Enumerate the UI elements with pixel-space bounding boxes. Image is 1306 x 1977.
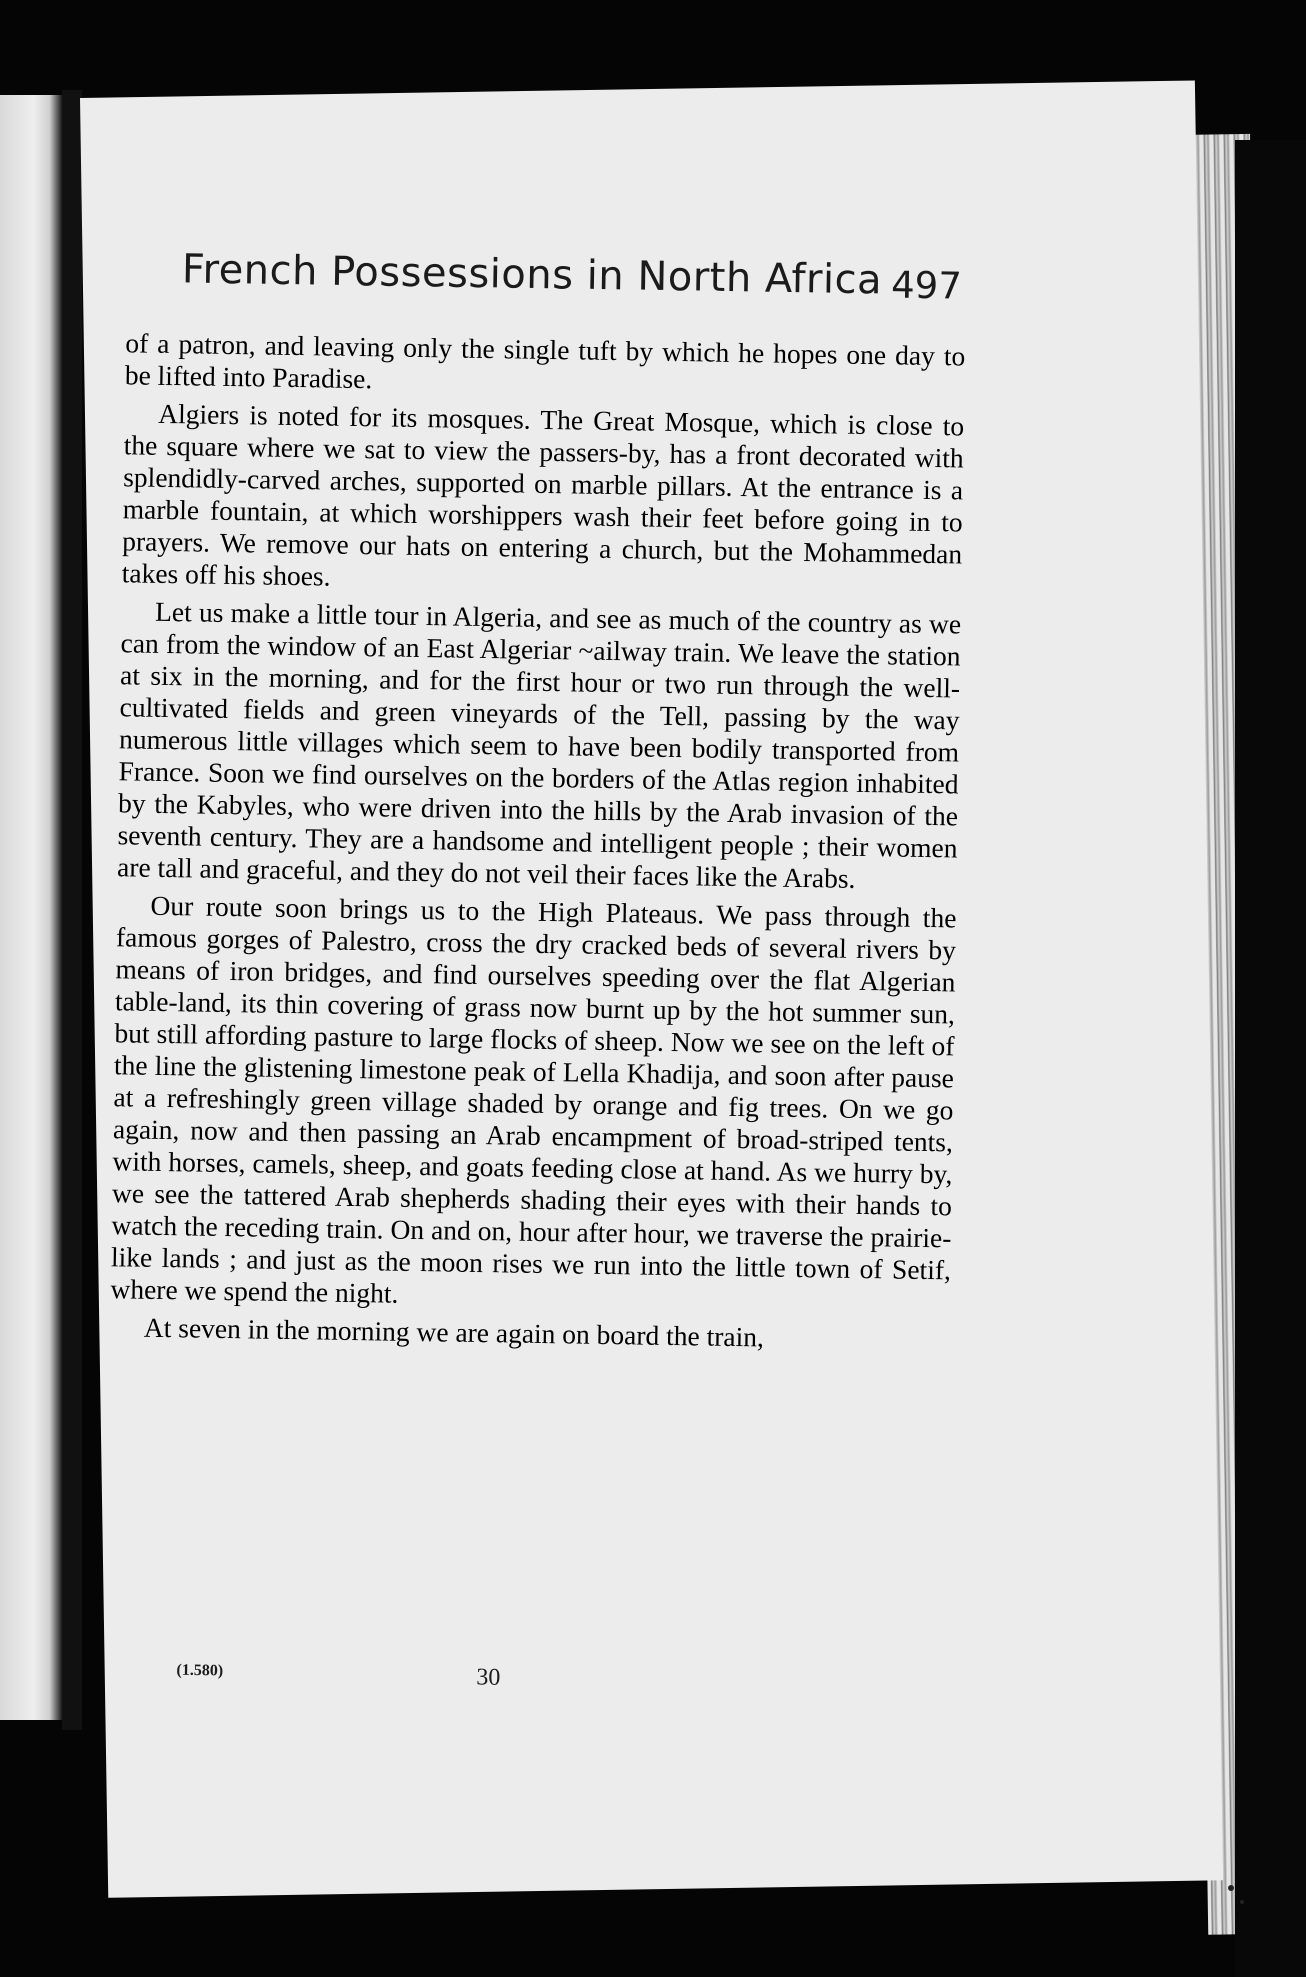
paragraph-high-plateaus: Our route soon brings us to the High Plateaus. We pass through the famous gorges of Palestro, cross the dry cracked beds of several rivers by means of iron bridges, and find ourselves speeding over the flat Algerian table-land, its thin covering of grass now burnt up by the hot summer sun, but still affording pasture to large flocks of sheep. Now we see on the left of the line the glistening limestone peak of Lella Khadija, and soon after pause at a refreshingly green village shaded by orange and fig trees. On we go again, now and then passing an Arab encampment of broad-striped tents, with horses, camels, sheep, and goats feeding close at hand. As we hurry by, we see the tattered Arab shepherds shading their eyes with their hands to watch the receding train. On and on, hour after hour, we traverse the prairie-like lands ; and just as the moon rises we run into the little town of Setif, where we spend the night. bbox=[110, 889, 957, 1309]
signature-mark: 30 bbox=[476, 1664, 501, 1691]
page-footer bbox=[176, 1662, 677, 1710]
body-text bbox=[110, 327, 966, 1362]
paragraph-morning: At seven in the morning we are again on board the train, bbox=[143, 1311, 765, 1353]
page-number: 497 bbox=[890, 263, 963, 308]
cover-edge bbox=[1235, 140, 1306, 1977]
scan-speck bbox=[1228, 1885, 1234, 1891]
left-page-edge bbox=[0, 95, 62, 1720]
paragraph-tour: Let us make a little tour in Algeria, and see as much of the country as we can from the window of an East Algeriar ~ailway train. We leave the station at six in the morning, and for the first hour or two run through the well-cultivated fields and green vineyards of the Tell, passing by the way numerous little villages which seem to have been bodily transported from France. Soon we find ourselves on the borders of the Atlas region inhabited by the Kabyles, who were driven into the hills by the Arab invasion of the seventh century. They are a handsome and intelligent people ; their women are tall and graceful, and they do not veil their faces like the Arabs. bbox=[116, 595, 962, 894]
paragraph-mosques: Algiers is noted for its mosques. The Great Mosque, which is close to the square where we sat to view the passers-by, has a front decorated with splendidly-carved arches, supported on marble pillars. At the entrance is a marble fountain, at which worshippers wash their feet before going in to prayers. We remove our hats on entering a church, but the Mohammedan takes off his shoes. bbox=[121, 397, 965, 592]
running-head bbox=[181, 246, 962, 318]
book-page bbox=[80, 80, 1223, 1897]
paragraph-continued: of a patron, and leaving only the single tuft by which he hopes one day to be lifted into Paradise. bbox=[124, 327, 966, 395]
book-gutter bbox=[62, 90, 82, 1730]
printer-code: (1.580) bbox=[176, 1661, 224, 1680]
scan-speck bbox=[1240, 1900, 1244, 1904]
running-title: French Possessions in North Africa bbox=[181, 246, 883, 304]
